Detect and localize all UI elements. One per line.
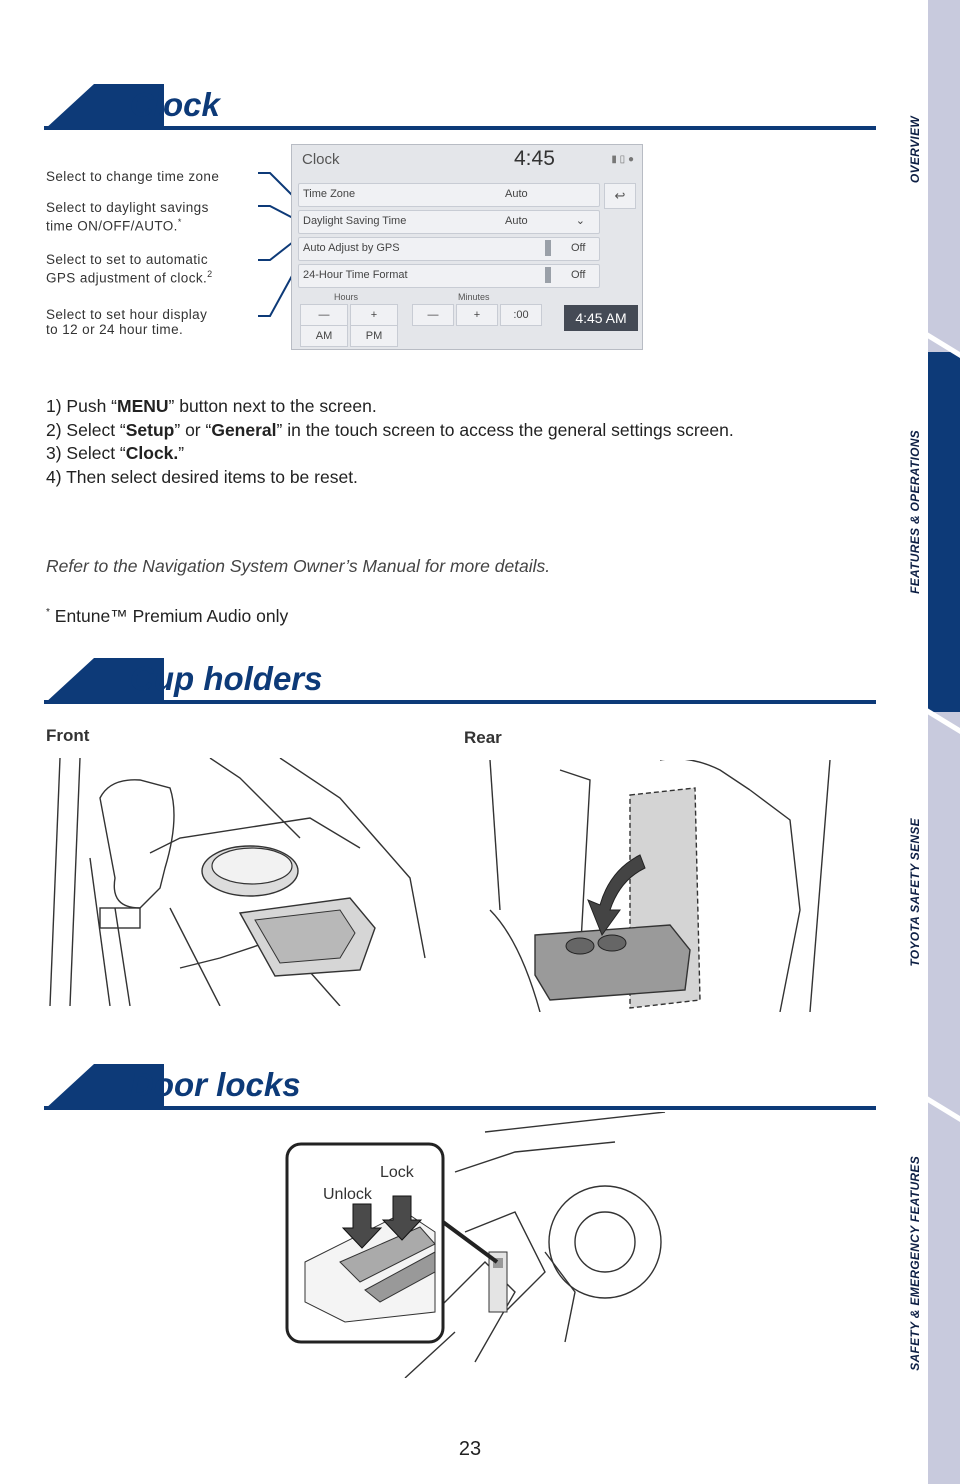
minute-plus-button[interactable]: + bbox=[456, 304, 498, 326]
header-rule bbox=[44, 126, 876, 130]
row-value: Auto bbox=[505, 215, 528, 227]
lock-label: Lock bbox=[380, 1164, 414, 1181]
hours-label: Hours bbox=[334, 292, 359, 302]
clock-display: 4:45 AM bbox=[564, 305, 638, 331]
step-1: 1) Push “MENU” button next to the screen. bbox=[46, 396, 377, 416]
screen-title: Clock bbox=[302, 151, 340, 168]
screen-time: 4:45 bbox=[514, 147, 555, 170]
side-tab-features-operations[interactable]: FEATURES & OPERATIONS bbox=[908, 430, 922, 594]
row-daylight-saving[interactable] bbox=[298, 210, 600, 234]
front-label: Front bbox=[46, 726, 90, 745]
row-value: Auto bbox=[505, 188, 528, 200]
row-value: Off bbox=[571, 269, 586, 281]
manual-note: Refer to the Navigation System Owner’s Manual for more details. bbox=[46, 556, 551, 576]
callout-hour-format: Select to set hour display to 12 or 24 hour time. bbox=[46, 307, 208, 337]
reset-minutes-button[interactable]: :00 bbox=[500, 304, 542, 326]
minutes-label: Minutes bbox=[458, 292, 490, 302]
row-label: Auto Adjust by GPS bbox=[303, 242, 400, 254]
chevron-down-icon: ⌄ bbox=[575, 215, 585, 227]
section-title: Cup holders bbox=[130, 660, 323, 697]
section-title: Clock bbox=[130, 86, 220, 123]
header-rule bbox=[44, 700, 876, 704]
toggle-indicator bbox=[545, 267, 551, 283]
side-tab-overview[interactable]: OVERVIEW bbox=[908, 116, 922, 184]
row-label: Daylight Saving Time bbox=[303, 215, 407, 227]
rear-label: Rear bbox=[464, 728, 502, 747]
front-cup-holder-illustration bbox=[40, 758, 430, 1006]
section-header-cup-holders bbox=[44, 658, 876, 704]
door-lock-illustration bbox=[285, 1112, 673, 1378]
side-tab-safety-emergency[interactable]: SAFETY & EMERGENCY FEATURES bbox=[908, 1156, 922, 1371]
row-value: Off bbox=[571, 242, 586, 254]
footnote: * Entune™ Premium Audio only bbox=[46, 606, 289, 626]
page-number: 23 bbox=[458, 1438, 482, 1460]
rear-cup-holder-illustration bbox=[460, 760, 832, 1012]
row-24-hour-format[interactable] bbox=[298, 264, 600, 288]
callout-time-zone: Select to change time zone bbox=[46, 169, 220, 184]
unlock-label: Unlock bbox=[323, 1186, 372, 1203]
pm-button[interactable]: PM bbox=[350, 325, 398, 347]
header-rule bbox=[44, 1106, 876, 1110]
section-header-clock bbox=[44, 84, 876, 130]
am-button[interactable]: AM bbox=[300, 325, 348, 347]
hour-plus-button[interactable]: + bbox=[350, 304, 398, 326]
side-tab-toyota-safety-sense[interactable]: TOYOTA SAFETY SENSE bbox=[908, 818, 922, 967]
row-label: Time Zone bbox=[303, 188, 356, 200]
section-title: Door locks bbox=[130, 1066, 301, 1103]
section-header-door-locks bbox=[44, 1064, 876, 1110]
back-icon[interactable]: ↩ bbox=[604, 183, 636, 209]
step-4: 4) Then select desired items to be reset. bbox=[46, 466, 358, 487]
minute-minus-button[interactable]: — bbox=[412, 304, 454, 326]
side-tab-dividers bbox=[924, 0, 960, 1484]
step-2: 2) Select “Setup” or “General” in the touch screen to access the general settings screen. bbox=[46, 419, 734, 440]
callout-daylight-saving: Select to daylight savings time ON/OFF/AUTO.* bbox=[46, 200, 209, 234]
clock-settings-screen bbox=[291, 144, 643, 350]
callout-gps-adjust: Select to set to automatic GPS adjustment of clock.$^2$ bbox=[46, 252, 213, 286]
row-time-zone[interactable] bbox=[298, 183, 600, 207]
row-label: 24-Hour Time Format bbox=[303, 269, 408, 281]
status-icons: ▮ ▯ ● bbox=[611, 154, 634, 165]
clock-steps bbox=[46, 395, 856, 489]
row-auto-adjust-gps[interactable] bbox=[298, 237, 600, 261]
hour-minus-button[interactable]: — bbox=[300, 304, 348, 326]
toggle-indicator bbox=[545, 240, 551, 256]
step-3: 3) Select “Clock.” bbox=[46, 443, 185, 463]
